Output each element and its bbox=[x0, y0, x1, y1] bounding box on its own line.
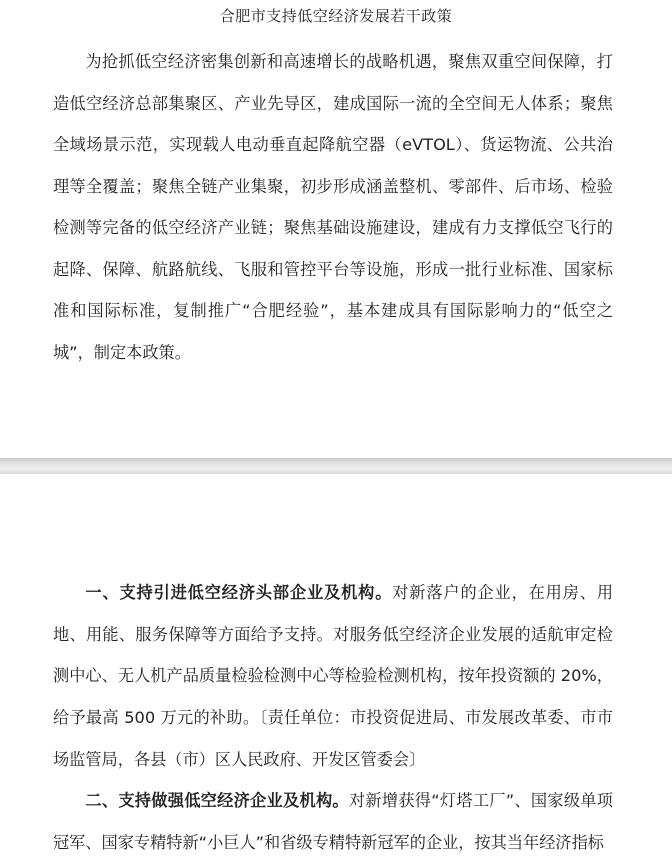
page-separator bbox=[0, 458, 672, 474]
policy-item-2-body: 对新增获得“灯塔工厂”、国家级单项冠军、国家专精特新“小巨人”和省级专精特新冠军的企业，按其当年经济指标 bbox=[53, 791, 613, 852]
policy-item-1-heading: 一、支持引进低空经济头部企业及机构。 bbox=[85, 583, 393, 602]
document-page-2 bbox=[0, 474, 672, 865]
policy-item-1 bbox=[53, 572, 613, 781]
policy-item-2 bbox=[53, 780, 613, 863]
document-title: 合肥市支持低空经济发展若干政策 bbox=[219, 7, 453, 25]
policy-item-1-body: 对新落户的企业，在用房、用地、用能、服务保障等方面给予支持。对服务低空经济企业发展的适航审定检测中心、无人机产品质量检验检测中心等检验检测机构，按年投资额的 20%，给予最高 500 万元的补助。〔责任单位：市投资促进局、市发展改革委、市市场监管局，各县（市）区人民政府、开发区管委会〕 bbox=[53, 583, 614, 769]
policy-item-2-heading: 二、支持做强低空经济企业及机构。 bbox=[85, 791, 349, 810]
intro-paragraph: 为抢抓低空经济密集创新和高速增长的战略机遇，聚焦双重空间保障，打造低空经济总部集聚区、产业先导区，建成国际一流的全空间无人体系；聚焦全域场景示范，实现载人电动垂直起降航空器（eVTOL）、货运物流、公共治理等全覆盖；聚焦全链产业集聚，初步形成涵盖整机、零部件、后市场、检验检测等完备的低空经济产业链；聚焦基础设施建设，建成有力支撑低空飞行的起降、保障、航路航线、飞服和管控平台等设施，形成一批行业标准、国家标准和国际标准，复制推广“合肥经验”，基本建成具有国际影响力的“低空之城”，制定本政策。 bbox=[53, 52, 613, 362]
